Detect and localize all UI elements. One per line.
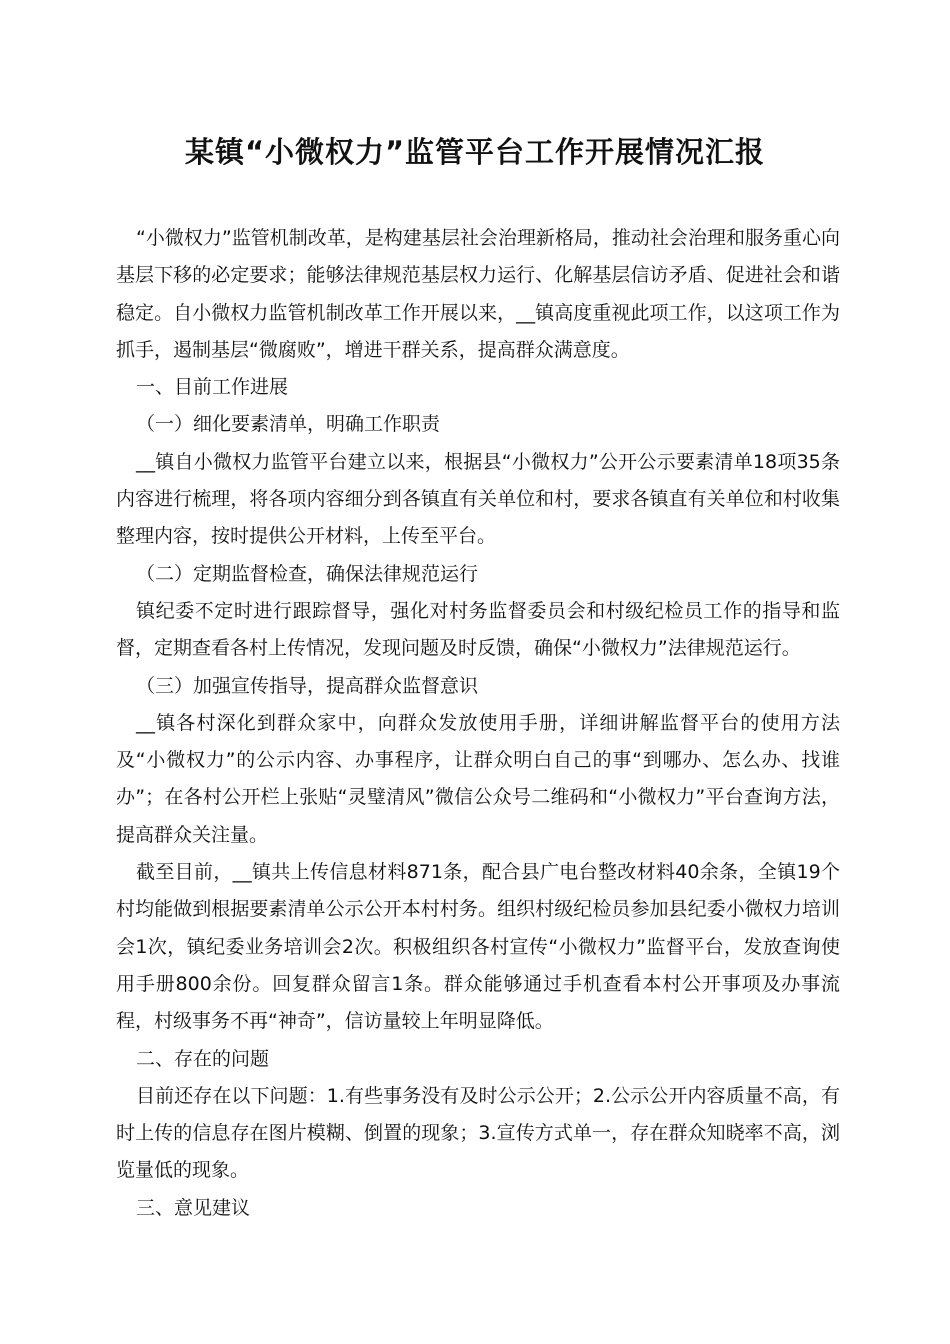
subsection-paragraph-2: 镇纪委不定时进行跟踪督导，强化对村务监督委员会和村级纪检员工作的指导和监督，定期查看各村上传情况，发现问题及时反馈，确保“小微权力”法律规范运行。 (116, 599, 840, 660)
document-body (116, 220, 840, 1227)
subsection-heading-3: （三）加强宣传指导，提高群众监督意识 (136, 674, 479, 697)
subsection-paragraph-3: __镇各村深化到群众家中，向群众发放使用手册，详细讲解监督平台的使用方法及“小微权力”的公示内容、办事程序，让群众明白自己的事“到哪办、怎么办、找谁办”；在各村公开栏上张贴“灵璧清风”微信公众号二维码和“小微权力”平台查询方法，提高群众关注量。 (116, 711, 840, 846)
section-heading-progress: 一、目前工作进展 (136, 376, 289, 399)
summary-paragraph: 截至目前，__镇共上传信息材料871条，配合县广电台整改材料40余条，全镇19个村均能做到根据要素清单公示公开本村村务。组织村级纪检员参加县纪委小微权力培训会1次，镇纪委业务培训会2次。积极组织各村宣传“小微权力”监督平台，发放查询使用手册800余份。回复群众留言1条。群众能够通过手机查看本村公开事项及办事流程，村级事务不再“神奇”，信访量较上年明显降低。 (116, 861, 840, 1033)
problems-paragraph: 目前还存在以下问题：1.有些事务没有及时公示公开；2.公示公开内容质量不高，有时上传的信息存在图片模糊、倒置的现象；3.宣传方式单一，存在群众知晓率不高，浏览量低的现象。 (116, 1084, 840, 1182)
intro-paragraph: “小微权力”监管机制改革，是构建基层社会治理新格局，推动社会治理和服务重心向基层下移的必定要求；能够法律规范基层权力运行、化解基层信访矛盾、促进社会和谐稳定。自小微权力监管机制改革工作开展以来，__镇高度重视此项工作，以这项工作为抓手，遏制基层“微腐败”，增进干群关系，提高群众满意度。 (116, 227, 840, 361)
section-heading-suggestions: 三、意见建议 (136, 1196, 251, 1219)
subsection-heading-1: （一）细化要素清单，明确工作职责 (136, 413, 441, 436)
document-title: 某镇“小微权力”监管平台工作开展情况汇报 (184, 135, 766, 169)
subsection-heading-2: （二）定期监督检查，确保法律规范运行 (136, 562, 479, 585)
subsection-paragraph-1: __镇自小微权力监管平台建立以来，根据县“小微权力”公开公示要素清单18项35条内容进行梳理，将各项内容细分到各镇直有关单位和村，要求各镇直有关单位和村收集整理内容，按时提供公开材料，上传至平台。 (116, 450, 840, 548)
section-heading-problems: 二、存在的问题 (136, 1047, 270, 1070)
